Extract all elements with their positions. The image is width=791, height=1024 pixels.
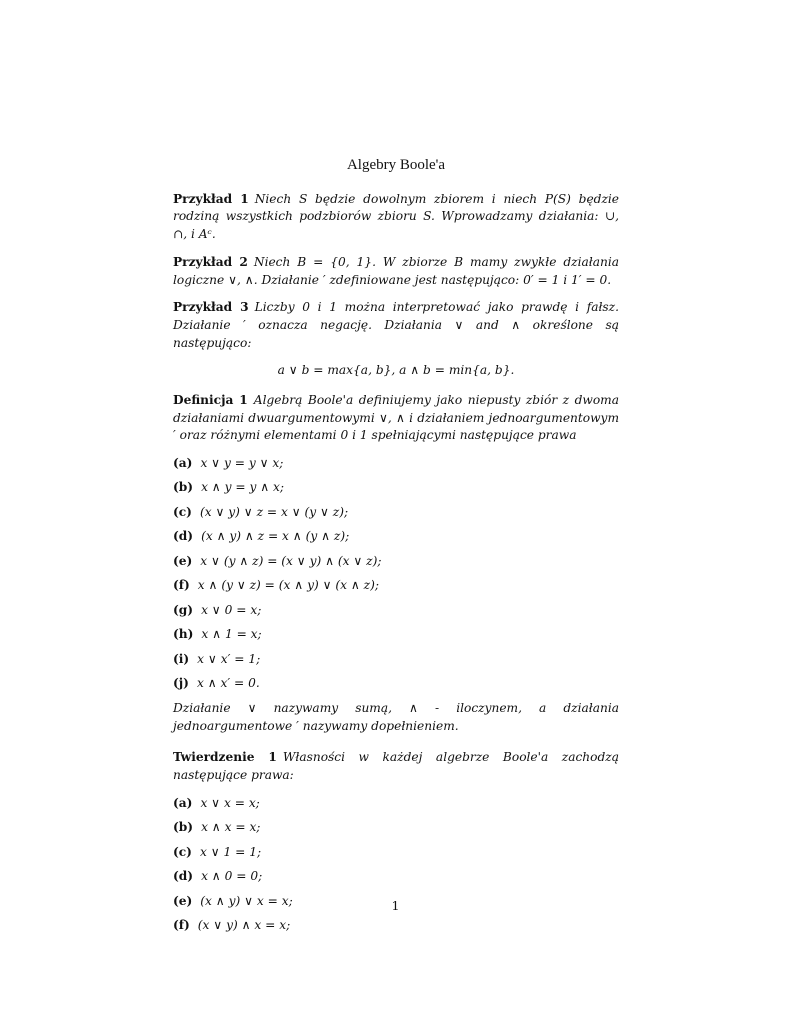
list-item <box>173 844 619 862</box>
item-label: (e) <box>173 893 193 908</box>
item-label: (j) <box>173 676 189 691</box>
definition-1 <box>173 392 619 445</box>
example-1-text: Niech S będzie dowolnym zbiorem i niech P(S) będzie rodziną wszystkich podzbiorów zbioru S. Wprowadzamy działania: ∪, ∩, i Aᶜ. <box>173 191 619 242</box>
operations-note: Działanie ∨ nazywamy sumą, ∧ - iloczynem, a działania jednoargumentowe ′ nazywamy dopełnieniem. <box>173 700 619 733</box>
list-item <box>173 675 619 693</box>
example-1-label: Przykład 1 <box>173 191 249 206</box>
list-item <box>173 917 619 935</box>
item-formula: (x ∧ y) ∧ z = x ∧ (y ∧ z); <box>201 529 350 544</box>
item-formula: x ∨ (y ∧ z) = (x ∨ y) ∧ (x ∨ z); <box>200 553 382 568</box>
example-2-label: Przykład 2 <box>173 254 248 269</box>
list-item <box>173 626 619 644</box>
item-formula: x ∧ (y ∨ z) = (x ∧ y) ∨ (x ∧ z); <box>197 578 379 593</box>
list-item <box>173 795 619 813</box>
item-label: (e) <box>173 553 193 568</box>
item-formula: x ∧ x′ = 0. <box>196 676 260 691</box>
list-item <box>173 868 619 886</box>
example-3-label: Przykład 3 <box>173 300 249 315</box>
item-label: (b) <box>173 480 194 495</box>
document-page <box>173 155 619 942</box>
item-label: (d) <box>173 529 194 544</box>
example-3 <box>173 299 619 352</box>
item-formula: (x ∧ y) ∨ x = x; <box>200 893 293 908</box>
list-item <box>173 651 619 669</box>
item-label: (h) <box>173 627 194 642</box>
example-3-text: Liczby 0 i 1 można interpretować jako prawdę i fałsz. Działanie ′ oznacza negację. Działania ∨ and ∧ określone są następująco: <box>173 300 619 350</box>
item-label: (f) <box>173 918 190 933</box>
item-formula: x ∧ x = x; <box>201 820 261 835</box>
definition-laws-list <box>173 455 619 693</box>
list-item <box>173 819 619 837</box>
display-formula: a ∨ b = max{a, b}, a ∧ b = min{a, b}. <box>277 363 515 378</box>
list-item <box>173 528 619 546</box>
item-formula: x ∧ 1 = x; <box>201 627 262 642</box>
item-formula: x ∧ y = y ∧ x; <box>201 480 284 495</box>
example-2 <box>173 254 619 289</box>
item-formula: x ∨ 0 = x; <box>201 602 262 617</box>
item-label: (b) <box>173 820 194 835</box>
item-formula: (x ∨ y) ∧ x = x; <box>197 918 291 933</box>
list-item <box>173 602 619 620</box>
list-item <box>173 577 619 595</box>
item-label: (c) <box>173 844 192 859</box>
definition-1-text: Algebrą Boole'a definiujemy jako niepusty zbiór z dwoma działaniami dwuargumentowymi ∨, ∧ i działaniem jednoargumentowym ′ oraz różnymi elementami 0 i 1 spełniającymi następujące prawa <box>173 392 619 443</box>
item-label: (i) <box>173 651 190 666</box>
item-label: (d) <box>173 869 194 884</box>
item-formula: x ∨ x = x; <box>200 795 260 810</box>
list-item <box>173 553 619 571</box>
theorem-1-label: Twierdzenie 1 <box>173 750 277 765</box>
page-number: 1 <box>391 898 400 913</box>
theorem-1 <box>173 749 619 784</box>
list-item <box>173 479 619 497</box>
item-formula: x ∧ 0 = 0; <box>201 869 263 884</box>
item-label: (a) <box>173 456 193 470</box>
example-1 <box>173 191 619 244</box>
example-2-text: Niech B = {0, 1}. W zbiorze B mamy zwykłe działania logiczne ∨, ∧. Działanie ′ zdefiniowane jest następująco: 0′ = 1 i 1′ = 0. <box>173 254 619 287</box>
document-title: Algebry Boole'a <box>346 157 446 173</box>
item-label: (f) <box>173 578 190 593</box>
item-formula: x ∨ 1 = 1; <box>199 844 262 859</box>
list-item <box>173 455 619 473</box>
definition-1-label: Definicja 1 <box>173 392 248 407</box>
item-formula: x ∨ y = y ∨ x; <box>200 456 284 470</box>
item-label: (g) <box>173 602 194 617</box>
item-formula: x ∨ x′ = 1; <box>197 651 261 666</box>
item-label: (a) <box>173 795 193 810</box>
item-formula: (x ∨ y) ∨ z = x ∨ (y ∨ z); <box>199 504 349 519</box>
theorem-laws-list <box>173 795 619 935</box>
list-item <box>173 504 619 522</box>
item-label: (c) <box>173 504 192 519</box>
theorem-1-text: Własności w każdej algebrze Boole'a zachodzą następujące prawa: <box>173 750 619 782</box>
